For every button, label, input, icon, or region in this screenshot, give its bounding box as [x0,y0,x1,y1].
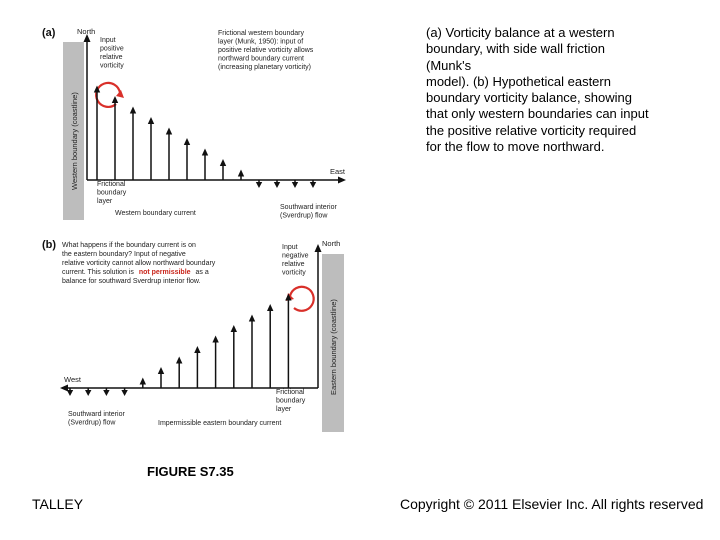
input-positive-line: relative [100,54,123,61]
north-arrowhead-b [315,244,322,252]
caption-line: the positive relative vorticity required [426,122,637,138]
northward-arrow [94,86,100,181]
northward-arrow [130,107,136,181]
author-name: TALLEY [32,496,84,512]
input-negative-line: negative [282,252,309,260]
interior-note-line: Southward interior [68,411,125,418]
eastern-wall-label: Eastern boundary (coastline) [329,299,338,395]
northward-arrow [176,357,182,389]
northward-arrow [166,128,172,181]
eastern-current-label: Impermissible eastern boundary current [158,420,282,427]
positive-vorticity-swirl-icon [96,83,124,107]
friction-note-line: layer (Munk, 1950): input of [218,38,304,46]
question-line: the eastern boundary? Input of negative [62,251,186,258]
northward-arrow [220,159,226,180]
friction-note-line: northward boundary current [218,55,304,63]
panel-b-arrows [67,294,292,397]
interior-note-line: (Sverdrup) flow [280,212,328,220]
caption-line: for the flow to move northward. [426,139,605,155]
layer-note-line: boundary [97,189,127,197]
friction-note [218,30,315,71]
caption-line: (a) Vorticity balance at a western [426,25,615,40]
question-line: What happens if the boundary current is on [62,242,196,249]
northward-arrow [249,315,255,389]
panel-a-label: (a) [42,27,56,39]
northward-arrow [238,170,244,181]
friction-note-line: positive relative vorticity allows [218,47,314,54]
caption-line: boundary vorticity balance, showing [426,90,632,106]
west-arrowhead [60,385,68,392]
north-label-a: North [77,27,96,36]
northward-arrow [231,325,237,388]
northward-arrow [148,117,154,180]
southward-arrow [256,180,262,188]
not-permissible-text: not permissible [138,269,191,276]
southward-arrow [274,180,280,188]
panel-b [42,239,344,432]
input-negative-line: vorticity [282,269,306,277]
interior-note-line: (Sverdrup) flow [68,419,116,427]
interior-note-a [280,204,339,220]
southward-arrow [292,180,298,188]
interior-note-b [68,411,127,427]
layer-note-line: layer [97,198,113,205]
northward-arrow [267,304,273,388]
layer-note-line: Frictional [97,181,126,188]
southward-arrow [310,180,316,188]
input-negative-note [282,244,310,277]
panel-b-label: (b) [42,239,57,251]
input-positive-note [100,37,126,70]
input-negative-line: Input [282,244,298,251]
caption-line: (Munk's [426,57,472,73]
panel-a-arrows [94,86,316,189]
input-negative-line: relative [282,261,305,268]
northward-arrow [202,149,208,181]
input-positive-line: positive [100,45,124,53]
figure-caption [426,25,686,155]
southward-arrow [121,388,127,396]
northward-arrow [112,96,118,180]
east-arrowhead [338,177,346,184]
caption-line: model). (b) Hypothetical eastern [426,73,611,89]
southward-arrow [85,388,91,396]
northward-arrow [212,336,218,389]
input-positive-line: Input [100,37,116,44]
northward-arrow [140,378,146,389]
southward-arrow [103,388,109,396]
western-current-label: Western boundary current [115,210,196,217]
western-wall-label: Western boundary (coastline) [70,92,79,190]
question-line: current. This solution is [62,269,134,276]
northward-arrow [285,294,291,389]
question-line: relative vorticity cannot allow northward boundary [62,260,216,267]
north-label-b: North [322,239,341,248]
copyright-notice: Copyright © 2011 Elsevier Inc. All rights reserved [400,496,704,512]
northward-arrow [184,138,190,180]
layer-note-line: boundary [276,397,306,405]
caption-line: boundary, with side wall friction [426,41,605,57]
caption-line: that only western boundaries can input [426,106,649,122]
question-line: as a [195,269,209,276]
friction-note-line: (increasing planetary vorticity) [218,64,311,71]
interior-note-line: Southward interior [280,204,337,211]
figure-number: FIGURE S7.35 [147,464,234,479]
layer-note-a [97,181,128,205]
layer-note-line: layer [276,406,292,413]
northward-arrow [194,346,200,388]
west-label: West [64,375,81,384]
layer-note-b [276,389,307,413]
east-label: East [330,167,346,176]
input-positive-line: vorticity [100,62,124,70]
friction-note-line: Frictional western boundary [218,30,304,37]
northward-arrow [158,367,164,388]
question-line: balance for southward Sverdrup interior flow. [62,278,201,285]
question-note [62,242,217,285]
layer-note-line: Frictional [276,389,305,396]
panel-a [42,27,346,220]
